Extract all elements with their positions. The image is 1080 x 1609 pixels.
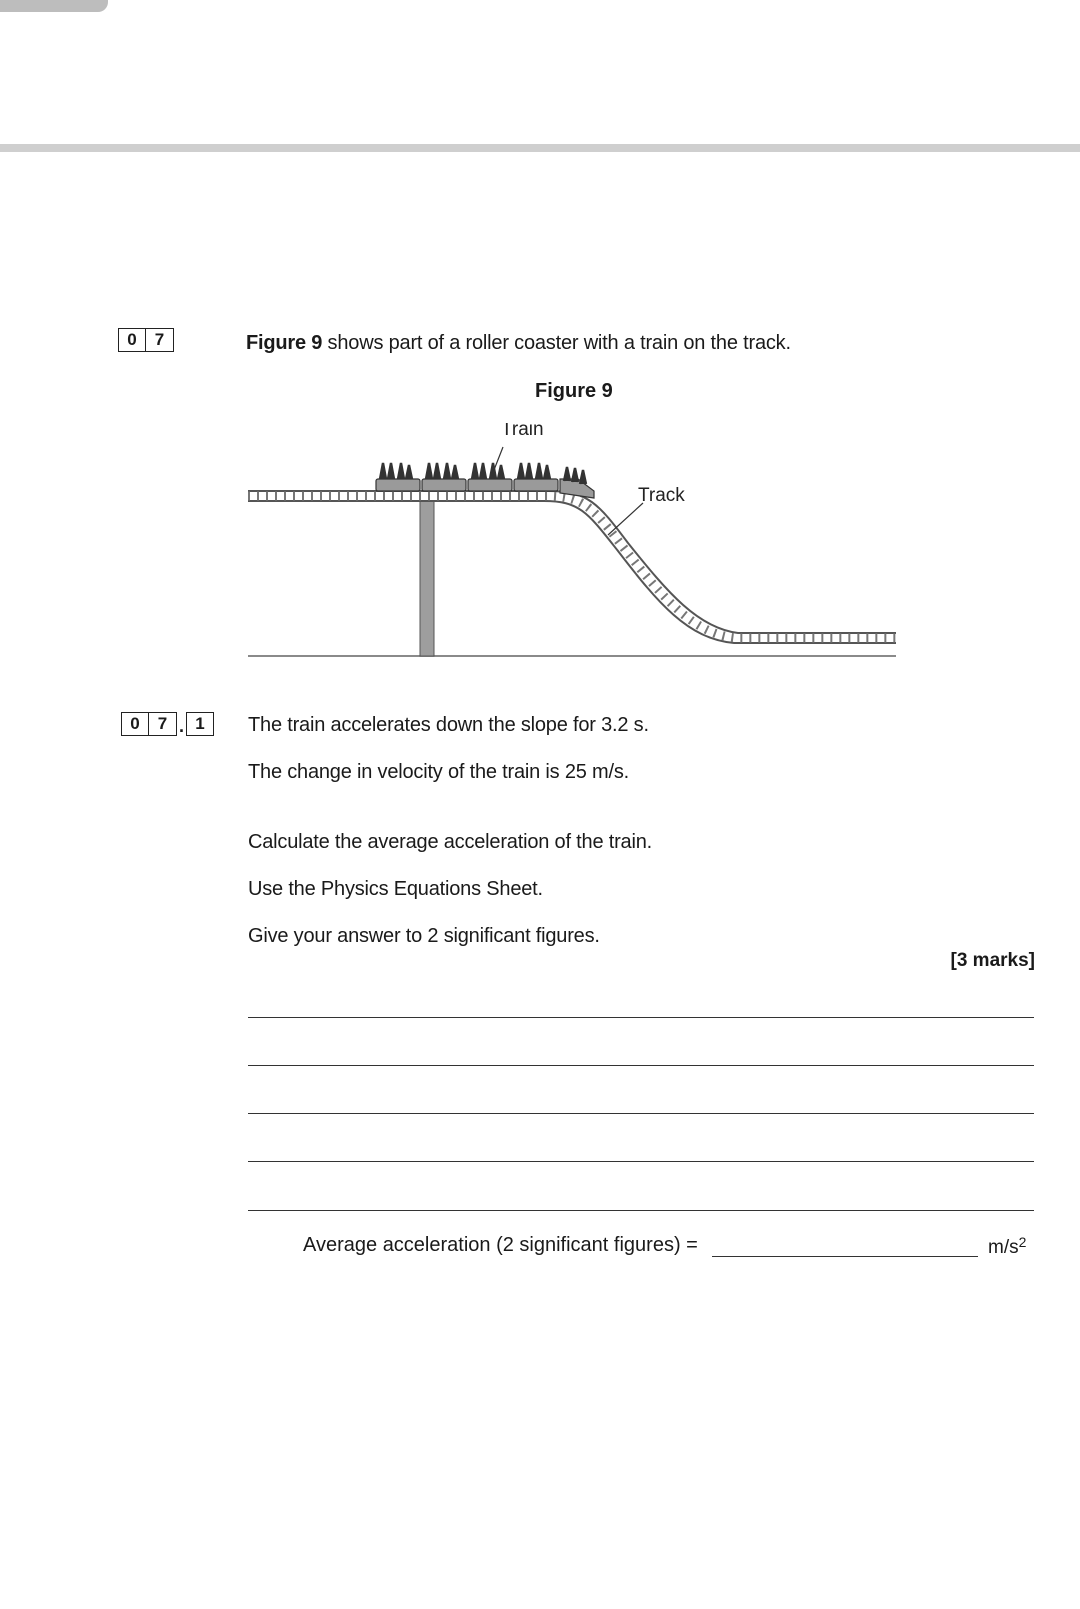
figure-title: Figure 9 <box>535 380 613 402</box>
top-rule <box>0 144 1080 152</box>
train-car <box>422 479 466 491</box>
working-line-5[interactable] <box>248 1210 1034 1211</box>
subquestion-line-1: The train accelerates down the slope for 3.2 s. <box>248 714 649 736</box>
subquestion-separator: . <box>179 716 185 736</box>
question-intro-rest: shows part of a roller coaster with a train on the track. <box>322 332 791 354</box>
roller-coaster-figure <box>248 423 900 659</box>
train-car <box>468 479 512 491</box>
question-digit-1: 0 <box>118 328 146 352</box>
track-rail-bottom <box>248 501 896 643</box>
subquestion-line-2: The change in velocity of the train is 25 m/s. <box>248 761 629 783</box>
working-line-3[interactable] <box>248 1113 1034 1114</box>
working-line-2[interactable] <box>248 1065 1034 1066</box>
subquestion-digit-2: 7 <box>149 712 177 736</box>
rider-group <box>518 463 550 479</box>
figure-reference: Figure 9 <box>246 332 323 354</box>
train-label: Train <box>501 423 544 440</box>
subquestion-part: 1 <box>186 712 214 736</box>
track-leader-line <box>608 503 643 535</box>
question-intro <box>246 332 791 355</box>
track-ties <box>248 496 896 638</box>
train-car <box>514 479 558 491</box>
support-pillar <box>420 501 434 656</box>
question-digit-2: 7 <box>146 328 174 352</box>
working-line-4[interactable] <box>248 1161 1034 1162</box>
subquestion-line-4: Use the Physics Equations Sheet. <box>248 878 543 900</box>
answer-unit-exponent: 2 <box>1018 1234 1027 1250</box>
answer-unit-base: m/s <box>988 1237 1019 1258</box>
answer-label: Average acceleration (2 significant figures) = <box>303 1234 698 1256</box>
answer-line[interactable] <box>712 1256 978 1257</box>
rider-group <box>380 463 412 479</box>
marks-label: [3 marks] <box>950 950 1035 971</box>
answer-unit <box>988 1234 1026 1259</box>
track-label: Track <box>638 485 685 506</box>
track-rail-top <box>248 491 896 633</box>
subquestion-line-3: Calculate the average acceleration of the train. <box>248 831 652 853</box>
train-car <box>376 479 420 491</box>
rider-group <box>472 463 504 479</box>
question-number-box <box>118 328 174 352</box>
subquestion-line-5: Give your answer to 2 significant figures. <box>248 925 600 947</box>
top-tab <box>0 0 108 12</box>
working-line-1[interactable] <box>248 1017 1034 1018</box>
train <box>376 479 594 498</box>
subquestion-digit-1: 0 <box>121 712 149 736</box>
subquestion-number-box <box>121 710 214 738</box>
rider-group <box>426 463 458 479</box>
